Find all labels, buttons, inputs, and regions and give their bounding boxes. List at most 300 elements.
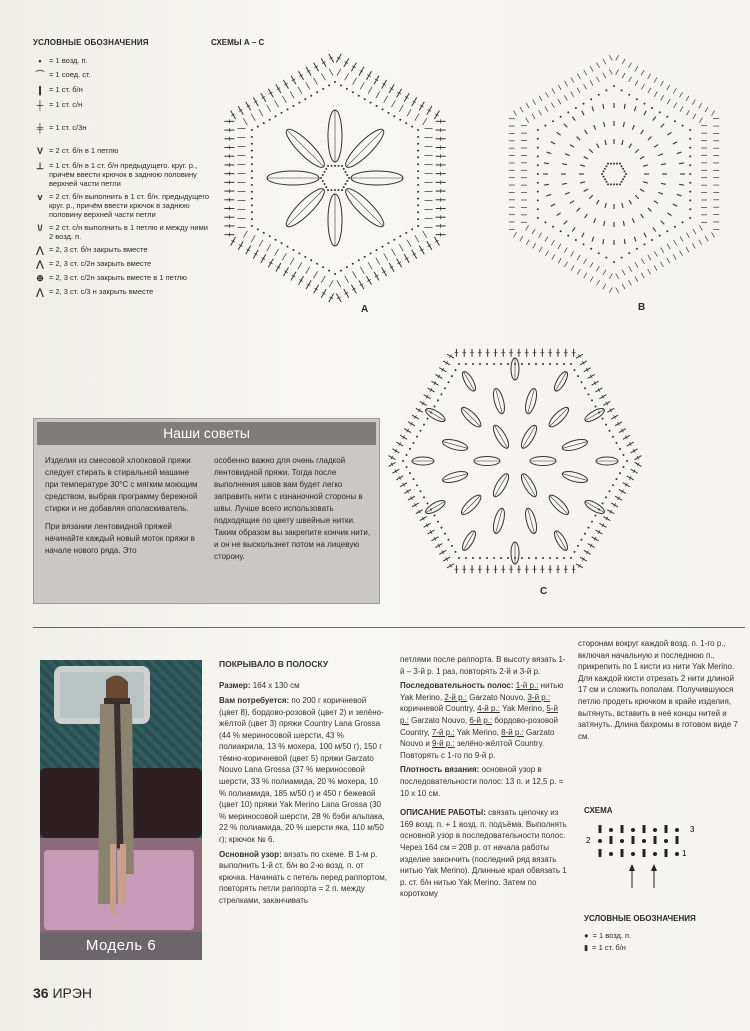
chain-dot <box>417 143 419 145</box>
stitch-mark <box>407 109 411 116</box>
chain-dot <box>577 545 579 547</box>
legend-item <box>33 70 213 81</box>
stitch-mark <box>629 77 632 82</box>
stitch-mark <box>628 63 631 68</box>
tips-title: Наши советы <box>37 422 376 445</box>
legend-text: = 2, 3 ст. б/н закрыть вместе <box>49 244 148 254</box>
chain-dot <box>544 125 546 127</box>
stitch-mark <box>699 103 702 108</box>
chain-dot <box>570 557 572 559</box>
stitch-mark <box>667 213 671 216</box>
chain-dot <box>340 84 342 86</box>
stitch-mark <box>604 221 605 226</box>
legend-symbol: \/ <box>37 222 43 233</box>
diagram-a <box>205 45 465 310</box>
stripes-label: Последовательность полос: <box>400 681 514 691</box>
stripe-part: зелёно-жёлтой Country. Повторять с 1-го по 9-й р. <box>400 739 545 760</box>
chain-dot <box>659 235 661 237</box>
stitch-mark <box>660 262 663 267</box>
schema-legend-text: = 1 возд. п. <box>592 930 632 940</box>
chain-dot <box>405 122 407 124</box>
chain-stitch <box>631 828 635 832</box>
stitch-mark <box>711 111 714 116</box>
chain-dot <box>434 405 436 407</box>
chain-dot <box>537 138 539 140</box>
stitch-mark <box>306 267 310 274</box>
stitch-mark <box>641 70 644 75</box>
chain-dot <box>444 533 446 535</box>
chain-dot <box>416 484 418 486</box>
stitch-mark <box>674 103 677 108</box>
chain-dot <box>521 363 523 365</box>
stitch-mark <box>622 270 625 275</box>
chain-dot <box>448 539 450 541</box>
chain-dot <box>417 198 419 200</box>
stitch-mark <box>654 77 657 82</box>
stitch-mark <box>564 221 568 225</box>
chain-dot <box>689 208 691 210</box>
stitch-mark <box>520 107 523 112</box>
stitch-mark <box>337 280 341 287</box>
stitch-mark <box>693 229 696 234</box>
stitch-mark <box>564 124 568 128</box>
chain-dot <box>602 418 604 420</box>
stitch-mark <box>565 81 568 86</box>
chain-dot <box>591 521 593 523</box>
chain-dot <box>427 418 429 420</box>
stitch-mark <box>658 192 663 194</box>
legend-text: = 1 ст. с/3н <box>49 123 87 132</box>
chain-dot <box>257 228 259 230</box>
chain-dot <box>455 551 457 553</box>
chain-dot <box>327 189 329 191</box>
chain-dot <box>574 551 576 553</box>
chain-dot <box>563 557 565 559</box>
stitch-mark <box>644 111 646 115</box>
stitch-mark <box>526 225 529 230</box>
stitch-mark <box>596 266 599 271</box>
size-label: Размер: <box>219 681 251 691</box>
stitch-mark <box>251 235 255 242</box>
sc-stitch <box>621 825 624 833</box>
chain-dot <box>298 102 300 104</box>
chain-dot <box>542 557 544 559</box>
stitch-mark <box>526 240 529 245</box>
chain-dot <box>417 136 419 138</box>
stitch-mark <box>539 110 542 115</box>
legend-symbol: ╪ <box>36 123 44 133</box>
chain-dot <box>628 94 630 96</box>
chain-dot <box>411 228 413 230</box>
chain-dot <box>341 189 343 191</box>
chain-dot <box>352 263 354 265</box>
stitch-mark <box>582 111 584 115</box>
chain-dot <box>324 171 326 173</box>
stitch-mark <box>635 262 638 267</box>
stitch-mark <box>609 288 612 293</box>
legend-item <box>33 273 213 284</box>
legend-symbol: ┼ <box>36 99 44 110</box>
chain-dot <box>331 189 333 191</box>
stitch-mark <box>533 99 536 104</box>
stitch-mark <box>658 154 663 156</box>
chain-dot <box>500 363 502 365</box>
chain-dot <box>682 221 684 223</box>
stitch-mark <box>590 66 593 71</box>
chain-dot <box>417 150 419 152</box>
stitch-mark <box>399 244 403 251</box>
stitch-mark <box>622 140 623 145</box>
schema-legend-text: = 1 ст. б/н <box>592 942 626 952</box>
chain-dot <box>345 183 347 185</box>
stitch-mark <box>551 204 555 206</box>
petal-stitch <box>496 508 503 533</box>
chain-dot <box>604 178 606 180</box>
legend-item <box>33 85 213 96</box>
stitch-mark <box>384 96 388 103</box>
stitch-mark <box>352 271 356 278</box>
chain-dot <box>621 89 623 91</box>
chain-dot <box>292 249 294 251</box>
chain-dot <box>604 168 606 170</box>
chain-dot <box>448 381 450 383</box>
stitch-mark <box>686 247 689 252</box>
chain-dot <box>316 263 318 265</box>
petal-stitch <box>528 389 535 414</box>
chain-dot <box>251 150 253 152</box>
chain-dot <box>251 225 253 227</box>
chain-dot <box>434 515 436 517</box>
stitch-mark <box>624 239 625 244</box>
stripe-part: 5-й р.: <box>400 704 558 725</box>
chain-dot <box>413 478 415 480</box>
petal-stitch <box>443 442 468 449</box>
tips-column-2 <box>214 455 371 569</box>
chain-dot <box>281 112 283 114</box>
chain-dot <box>340 270 342 272</box>
chain-dot <box>358 259 360 261</box>
chain-dot <box>322 180 324 182</box>
petal-stitch <box>443 474 468 481</box>
chain-dot <box>364 98 366 100</box>
legend-item <box>33 287 213 298</box>
chain-dot <box>420 430 422 432</box>
stitch-mark <box>590 276 593 281</box>
legend-text: = 1 возд. п. <box>49 56 88 65</box>
chain-dot <box>370 252 372 254</box>
stitch-mark <box>570 145 574 148</box>
schema-legend <box>584 913 696 954</box>
chain-dot <box>619 183 621 185</box>
stitch-mark <box>632 125 634 130</box>
stitch-mark <box>640 157 644 160</box>
stitch-mark <box>603 59 606 64</box>
stitch-mark <box>667 99 670 104</box>
chain-dot <box>623 466 625 468</box>
legend-item <box>33 259 213 270</box>
chain-dot <box>441 393 443 395</box>
chain-stitch <box>609 852 613 856</box>
chain-dot <box>643 243 645 245</box>
legend-title: УСЛОВНЫЕ ОБОЗНАЧЕНИЯ <box>33 38 149 47</box>
stitch-mark <box>415 114 419 121</box>
chain-dot <box>310 259 312 261</box>
chain-dot <box>316 91 318 93</box>
chain-dot <box>624 176 626 178</box>
chain-dot <box>458 363 460 365</box>
chain-dot <box>441 527 443 529</box>
stitch-mark <box>641 130 644 134</box>
chain-dot <box>413 442 415 444</box>
stripe-part: Yak Merino, <box>499 704 547 714</box>
stitch-mark <box>616 69 619 74</box>
chain-dot <box>331 165 333 167</box>
chain-dot <box>411 126 413 128</box>
stitch-mark <box>571 265 574 270</box>
stitch-mark <box>616 274 619 279</box>
sc-stitch <box>632 836 635 844</box>
stitch-mark <box>321 73 325 80</box>
stitch-mark <box>564 95 567 100</box>
legend-item <box>33 192 213 220</box>
stitch-mark <box>597 200 600 204</box>
stitch-mark <box>622 284 625 289</box>
chain-dot <box>417 184 419 186</box>
chain-dot <box>376 105 378 107</box>
chain-dot <box>542 363 544 365</box>
chain-dot <box>549 557 551 559</box>
stitch-mark <box>243 231 247 238</box>
tips-column-1 <box>45 455 202 569</box>
chain-dot <box>417 211 419 213</box>
chain-dot <box>621 257 623 259</box>
stitch-mark <box>699 118 702 123</box>
sc-stitch <box>654 836 657 844</box>
chain-dot <box>269 119 271 121</box>
repeat-arrow-head <box>629 864 635 871</box>
chain-dot <box>417 129 419 131</box>
stitch-mark <box>584 189 588 192</box>
stitch-mark <box>290 258 294 265</box>
tips-paragraph: Изделия из смесовой хлопковой пряжи следует стирать в стиральной машине при температуре 30°С с мягким моющим средством, выбрав программу бережной стирки и не добавляя ополаскиватель. <box>45 456 198 513</box>
chain-dot <box>636 98 638 100</box>
stitch-mark <box>545 106 548 111</box>
materials-label: Вам потребуется: <box>219 695 290 705</box>
model-figure <box>98 674 134 934</box>
chain-dot <box>588 393 590 395</box>
chain-dot <box>581 381 583 383</box>
chain-dot <box>472 363 474 365</box>
chain-stitch <box>631 852 635 856</box>
stitch-mark <box>551 142 555 144</box>
chain-dot <box>616 183 618 185</box>
stitch-mark <box>667 258 670 263</box>
stripe-part: Yak Merino, <box>454 727 502 737</box>
chain-dot <box>560 116 562 118</box>
chain-dot <box>364 256 366 258</box>
stitch-mark <box>589 195 593 199</box>
chain-dot <box>399 119 401 121</box>
model-photo <box>40 660 202 960</box>
stitch-mark <box>616 288 619 293</box>
chain-dot <box>251 170 253 172</box>
chain-dot <box>628 252 630 254</box>
chain-stitch <box>653 852 657 856</box>
stitch-mark <box>532 229 535 234</box>
chain-dot <box>567 111 569 113</box>
chain-dot <box>537 182 539 184</box>
petal-stitch <box>346 130 383 167</box>
stitch-mark <box>298 87 302 94</box>
chain-dot <box>583 103 585 105</box>
legend-item <box>33 100 213 111</box>
stitch-mark <box>692 99 695 104</box>
stitch-mark <box>558 85 561 90</box>
chain-dot <box>552 226 554 228</box>
stitch-mark <box>623 122 624 127</box>
stitch-mark <box>592 106 594 111</box>
stitch-mark <box>654 145 658 148</box>
chain-dot <box>609 490 611 492</box>
chain-dot <box>577 375 579 377</box>
col3-text: сторонам вокруг каждой возд. п. 1-го р., включая начальную и последнюю п., прикрепить по 1 кисти из нити Yak Merino. Для каждой кисти отрезать 2 нити длиной 17 см и сложить пополам. Получившуюся петлю продеть крючком в крайе изделия, вытянуть, вставить в неё концы нитей и затянуть. Длина бахромы в готовом виде 7 см. <box>578 639 738 741</box>
schema-legend-title: УСЛОВНЫЕ ОБОЗНАЧЕНИЯ <box>584 914 696 923</box>
chain-dot <box>567 235 569 237</box>
stitch-mark <box>551 103 554 108</box>
article-column-1 <box>219 658 387 910</box>
legend-item <box>33 223 213 242</box>
stitch-mark <box>275 100 279 107</box>
stitch-mark <box>641 84 644 89</box>
stitch-mark <box>546 194 551 196</box>
stitch-mark <box>584 273 587 278</box>
chain-dot <box>346 180 348 182</box>
stripe-part: 3-й р.: <box>527 692 551 702</box>
stitch-mark <box>705 107 708 112</box>
diagram-c-label: C <box>540 586 548 597</box>
stitch-mark <box>306 82 310 89</box>
chain-dot <box>251 136 253 138</box>
chain-dot <box>493 557 495 559</box>
legend-symbol: ❙ <box>36 84 44 95</box>
stitch-mark <box>580 182 585 183</box>
stitch-mark <box>597 63 600 68</box>
stitch-mark <box>545 251 548 256</box>
chain-dot <box>666 116 668 118</box>
chain-dot <box>643 103 645 105</box>
stitch-mark <box>609 69 612 74</box>
chain-dot <box>521 557 523 559</box>
stitch-mark <box>544 163 549 164</box>
stitch-mark <box>532 114 535 119</box>
stripe-part: нитью Yak Merino, <box>400 681 564 702</box>
chain-dot <box>269 235 271 237</box>
stitch-mark <box>680 106 683 111</box>
chain-dot <box>406 454 408 456</box>
stitch-mark <box>679 184 684 185</box>
stitch-mark <box>399 105 403 112</box>
stitch-mark <box>597 280 600 285</box>
chain-dot <box>343 186 345 188</box>
stitch-mark <box>546 152 551 154</box>
chain-dot <box>689 217 691 219</box>
chain-dot <box>537 217 539 219</box>
stitch-mark <box>275 249 279 256</box>
stitch-mark <box>635 149 639 153</box>
chain-dot <box>387 112 389 114</box>
chain-dot <box>479 557 481 559</box>
petal-stitch <box>346 189 383 226</box>
stitch-mark <box>603 284 606 289</box>
chain-dot <box>399 235 401 237</box>
article-title: ПОКРЫВАЛО В ПОЛОСКУ <box>219 659 329 669</box>
chain-dot <box>292 105 294 107</box>
stitch-mark <box>686 96 689 101</box>
diagram-b <box>492 42 737 307</box>
stitch-mark <box>345 276 349 283</box>
chain-dot <box>325 186 327 188</box>
chain-dot <box>507 363 509 365</box>
chain-dot <box>325 168 327 170</box>
stitch-mark <box>667 244 670 249</box>
stitch-mark <box>661 183 666 184</box>
stitch-mark <box>680 92 683 97</box>
stitch-mark <box>654 265 657 270</box>
legend-text: = 2, 3 ст. с/2н закрыть вместе в 1 петлю <box>49 273 187 282</box>
schema-row-label: 3 <box>690 825 695 834</box>
stitch-mark <box>562 164 567 165</box>
article-column-3 <box>578 638 744 745</box>
stitch-mark <box>571 92 574 97</box>
chain-dot <box>605 89 607 91</box>
stitch-mark <box>643 165 648 166</box>
chain-dot <box>493 363 495 365</box>
chain-dot <box>328 270 330 272</box>
sc-stitch <box>610 836 613 844</box>
stripe-part: 9-й р.: <box>432 739 455 749</box>
stitch-mark <box>643 182 648 183</box>
legend-symbol: v <box>37 191 43 202</box>
size-value: 164 х 130 см <box>252 681 300 691</box>
chain-dot <box>251 211 253 213</box>
chain-dot <box>417 163 419 165</box>
stitch-mark <box>337 69 341 76</box>
chain-dot <box>286 246 288 248</box>
stitch-mark <box>314 271 318 278</box>
chain-dot <box>570 363 572 365</box>
petal-stitch <box>562 442 587 449</box>
chain-dot <box>603 170 605 172</box>
legend-text: = 2, 3 ст. с/3 н закрыть вместе <box>49 287 154 297</box>
chain-dot <box>310 95 312 97</box>
stitch-mark <box>622 59 625 64</box>
stitch-mark <box>580 165 585 166</box>
stitch-mark <box>584 84 587 89</box>
chain-dot <box>619 472 621 474</box>
chain-dot <box>251 156 253 158</box>
chain-dot <box>346 174 348 176</box>
chain-dot <box>616 478 618 480</box>
chain-dot <box>370 102 372 104</box>
chain-dot <box>416 436 418 438</box>
sc-stitch <box>599 849 602 857</box>
stitch-mark <box>673 142 677 144</box>
stitch-mark <box>635 195 639 199</box>
stitch-mark <box>641 273 644 278</box>
legend-symbol: ⌒ <box>35 70 45 81</box>
stitch-mark <box>368 262 372 269</box>
chain-dot <box>689 164 691 166</box>
